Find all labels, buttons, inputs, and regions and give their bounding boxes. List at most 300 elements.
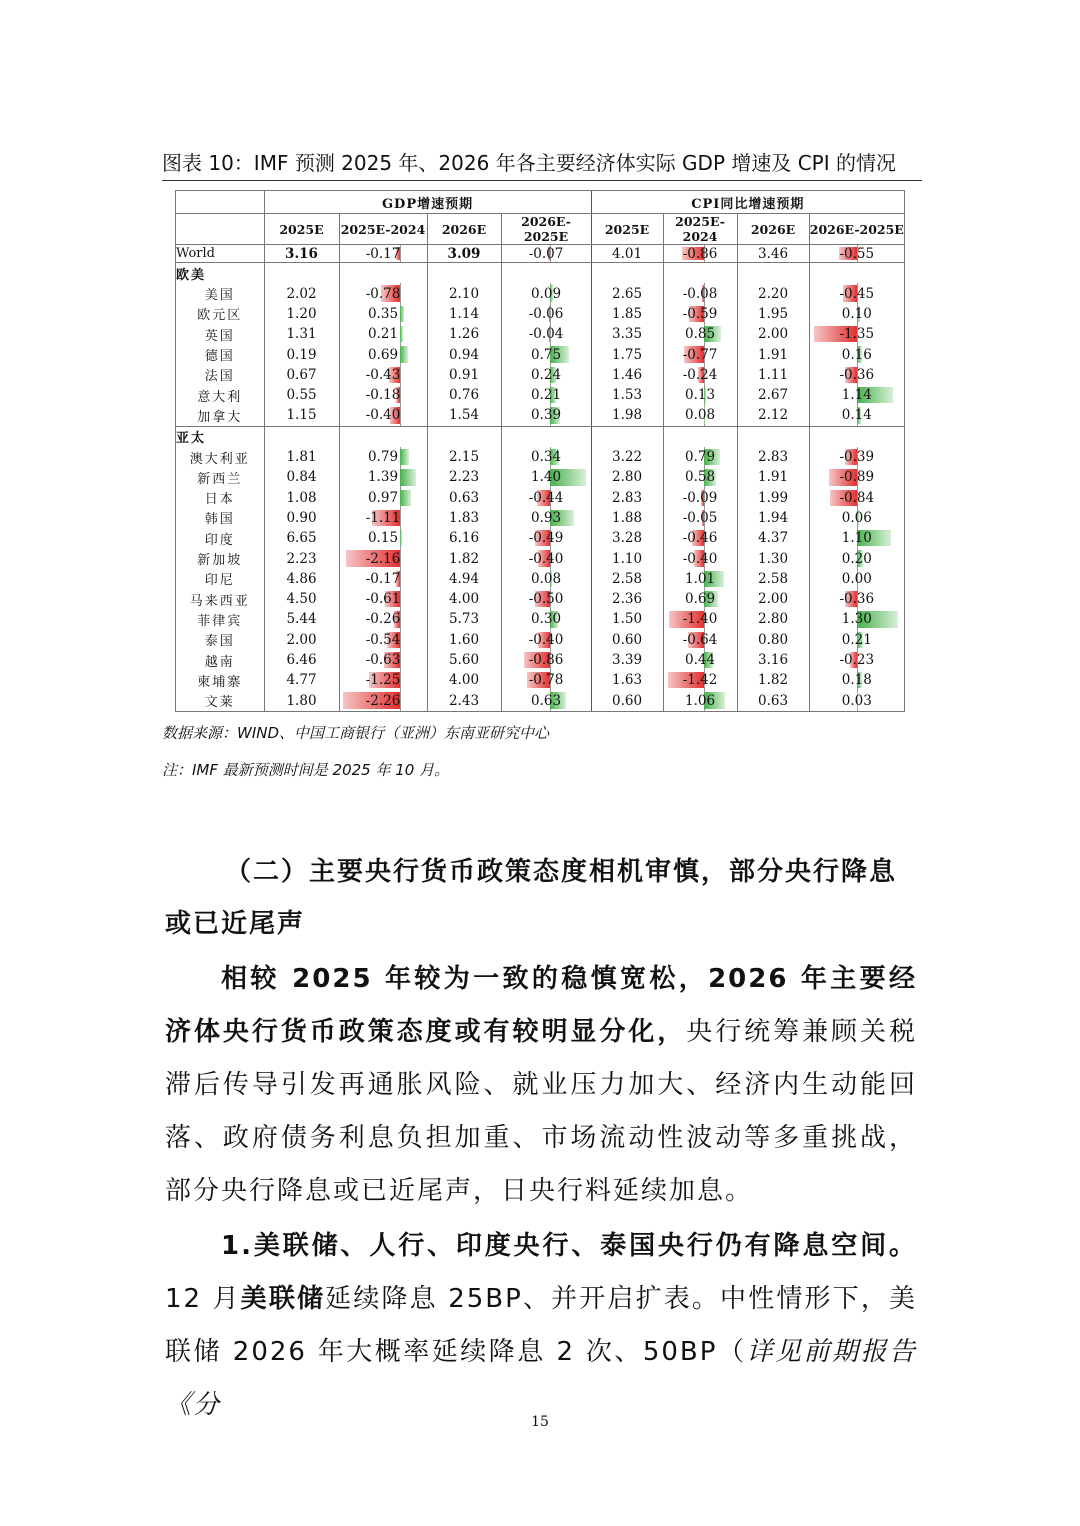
value-cell: 1.53 — [591, 385, 663, 405]
delta-cell — [501, 283, 591, 303]
delta-cell — [809, 385, 904, 405]
value-cell: 2.20 — [737, 283, 809, 303]
value-cell: 0.63 — [737, 690, 809, 711]
delta-cell — [663, 488, 737, 508]
cell-value: 1.39 — [367, 469, 399, 486]
gdp-group-header: GDP增速预期 — [264, 191, 591, 214]
cell-value: -0.07 — [528, 245, 564, 262]
cell-value: -0.06 — [528, 305, 564, 322]
cell-value: -0.24 — [682, 366, 718, 383]
value-cell: 1.88 — [591, 508, 663, 528]
delta-cell — [809, 569, 904, 589]
paragraph-2-heading: 1.美联储、人行、印度央行、泰国央行仍有降息空间。 — [221, 1231, 917, 1261]
row-label: 柬埔寨 — [197, 674, 243, 690]
value-cell: 2.83 — [737, 447, 809, 467]
value-cell: 1.08 — [264, 488, 339, 508]
table-row — [176, 548, 904, 568]
cell-value: 0.63 — [530, 692, 562, 709]
cell-value: 0.06 — [841, 509, 872, 526]
row-label: 德国 — [204, 349, 235, 365]
delta-cell — [501, 548, 591, 568]
value-cell: 0.84 — [264, 467, 339, 487]
cell-value: -0.40 — [528, 550, 564, 567]
value-cell: 1.98 — [591, 405, 663, 426]
value-cell: 1.91 — [737, 344, 809, 364]
value-cell: 1.54 — [427, 405, 501, 426]
value-cell: 0.60 — [591, 630, 663, 650]
delta-cell — [501, 245, 591, 263]
cell-value: -0.17 — [365, 245, 401, 262]
delta-cell — [663, 344, 737, 364]
cell-value: -0.44 — [528, 489, 564, 506]
row-label: 欧美 — [176, 267, 207, 283]
value-cell: 2.65 — [591, 283, 663, 303]
delta-cell — [809, 447, 904, 467]
value-cell: 2.12 — [737, 405, 809, 426]
value-cell: 1.10 — [591, 548, 663, 568]
row-label: World — [176, 245, 264, 263]
paragraph-2-fed: 美联储 — [240, 1284, 326, 1314]
value-cell: 1.94 — [737, 508, 809, 528]
forecast-table — [176, 191, 904, 711]
cell-value: -1.40 — [682, 611, 718, 628]
cell-value: -0.09 — [682, 489, 718, 506]
table-row — [176, 245, 904, 263]
value-cell: 1.75 — [591, 344, 663, 364]
bar-axis — [400, 245, 401, 262]
delta-cell — [339, 283, 427, 303]
cell-value: -0.40 — [528, 631, 564, 648]
value-cell: 0.55 — [264, 385, 339, 405]
value-cell: 3.39 — [591, 650, 663, 670]
empty-cell — [501, 263, 591, 284]
value-cell: 0.19 — [264, 344, 339, 364]
cell-value: -0.46 — [682, 530, 718, 547]
delta-cell — [339, 650, 427, 670]
column-header: 2026E — [427, 214, 501, 245]
table-row — [176, 488, 904, 508]
delta-cell — [339, 245, 427, 263]
delta-cell — [663, 690, 737, 711]
cell-value: -0.89 — [839, 469, 875, 486]
value-cell: 4.37 — [737, 528, 809, 548]
value-cell: 0.60 — [591, 690, 663, 711]
value-cell: 1.46 — [591, 365, 663, 385]
corner-cell — [176, 191, 264, 214]
delta-cell — [809, 670, 904, 690]
cell-value: 1.10 — [841, 530, 872, 547]
delta-cell — [501, 650, 591, 670]
column-header: 2025E — [264, 214, 339, 245]
table-row — [176, 589, 904, 609]
empty-cell — [501, 426, 591, 447]
value-cell: 2.58 — [737, 569, 809, 589]
value-cell: 2.23 — [427, 467, 501, 487]
delta-cell — [809, 528, 904, 548]
cell-value: -0.40 — [682, 550, 718, 567]
value-cell: 2.23 — [264, 548, 339, 568]
value-cell: 2.43 — [427, 690, 501, 711]
delta-cell — [501, 447, 591, 467]
table-row — [176, 650, 904, 670]
value-cell: 5.73 — [427, 609, 501, 629]
empty-cell — [264, 426, 339, 447]
cell-value: -0.61 — [365, 591, 401, 608]
bar-axis — [400, 569, 401, 589]
bar-axis — [400, 589, 401, 609]
category-row — [176, 263, 904, 284]
delta-cell — [339, 589, 427, 609]
cell-value: 0.24 — [530, 366, 562, 383]
data-bar — [400, 469, 415, 485]
value-cell: 0.63 — [427, 488, 501, 508]
cell-value: 1.14 — [841, 387, 872, 404]
row-label: 亚太 — [176, 431, 207, 447]
delta-cell — [663, 365, 737, 385]
delta-cell — [809, 365, 904, 385]
cell-value: 1.30 — [841, 611, 872, 628]
value-cell: 2.83 — [591, 488, 663, 508]
cell-value: -1.11 — [365, 509, 401, 526]
cell-value: 0.69 — [367, 346, 399, 363]
table-row — [176, 690, 904, 711]
cell-value: -0.45 — [839, 285, 875, 302]
delta-cell — [339, 690, 427, 711]
delta-cell — [809, 245, 904, 263]
delta-cell — [339, 467, 427, 487]
column-header-row — [176, 214, 904, 245]
empty-cell — [663, 263, 737, 284]
cell-value: 1.06 — [685, 692, 716, 709]
section-heading-line1: （二）主要央行货币政策态度相机审慎，部分央行降息 — [225, 857, 898, 887]
cell-value: -0.64 — [682, 631, 718, 648]
row-label: 加拿大 — [176, 405, 264, 426]
cell-value: -1.42 — [682, 672, 718, 689]
row-label: 印度 — [204, 532, 235, 548]
value-cell: 2.00 — [264, 630, 339, 650]
delta-cell — [809, 630, 904, 650]
delta-cell — [501, 488, 591, 508]
cell-value: -0.78 — [365, 285, 401, 302]
delta-cell — [809, 508, 904, 528]
cell-value: -0.50 — [528, 591, 564, 608]
value-cell: 1.26 — [427, 324, 501, 344]
cell-value: 0.08 — [685, 407, 716, 424]
delta-cell — [663, 405, 737, 426]
cell-value: -0.05 — [682, 509, 718, 526]
table-row — [176, 304, 904, 324]
bar-axis — [400, 548, 401, 568]
cell-value: -0.36 — [839, 591, 875, 608]
delta-cell — [809, 344, 904, 364]
cell-value: -2.16 — [365, 550, 401, 567]
row-label-header — [176, 214, 264, 245]
value-cell: 0.91 — [427, 365, 501, 385]
value-cell: 1.80 — [264, 690, 339, 711]
cell-value: -0.86 — [682, 245, 718, 262]
cell-value: 0.16 — [841, 346, 872, 363]
table-row — [176, 324, 904, 344]
cell-value: -0.55 — [839, 245, 875, 262]
delta-cell — [809, 488, 904, 508]
bar-axis — [400, 365, 401, 385]
row-label: 英国 — [204, 328, 235, 344]
cell-value: -0.77 — [682, 346, 718, 363]
empty-cell — [339, 426, 427, 447]
empty-cell — [339, 263, 427, 284]
cell-value: -0.63 — [365, 652, 401, 669]
value-cell: 2.58 — [591, 569, 663, 589]
cell-value: -0.86 — [528, 652, 564, 669]
delta-cell — [809, 690, 904, 711]
empty-cell — [591, 263, 663, 284]
delta-cell — [663, 385, 737, 405]
delta-cell — [339, 670, 427, 690]
table-row — [176, 447, 904, 467]
cell-value: 0.13 — [685, 387, 716, 404]
cell-value: -0.40 — [365, 407, 401, 424]
cell-value: 0.08 — [530, 570, 562, 587]
bar-axis — [400, 283, 401, 303]
row-label: 意大利 — [197, 389, 243, 405]
cell-value: -0.17 — [365, 570, 401, 587]
delta-cell — [501, 324, 591, 344]
section-heading-line2: 或已近尾声 — [165, 909, 306, 939]
delta-cell — [339, 508, 427, 528]
cell-value: 0.79 — [367, 449, 399, 466]
footnote: 注：IMF 最新预测时间是 2025 年 10 月。 — [162, 761, 450, 779]
row-label: 印尼 — [204, 573, 235, 589]
value-cell: 1.63 — [591, 670, 663, 690]
value-cell: 1.81 — [264, 447, 339, 467]
value-cell: 5.60 — [427, 650, 501, 670]
cell-value: -2.26 — [365, 692, 401, 709]
value-cell: 3.46 — [737, 245, 809, 263]
value-cell: 2.02 — [264, 283, 339, 303]
delta-cell — [501, 344, 591, 364]
delta-cell — [339, 365, 427, 385]
page-number: 15 — [531, 1414, 549, 1430]
cell-value: 0.09 — [530, 285, 562, 302]
delta-cell — [663, 569, 737, 589]
bar-axis — [400, 630, 401, 650]
row-label: 欧元区 — [197, 308, 243, 324]
cell-value: 0.18 — [841, 672, 872, 689]
table-row — [176, 467, 904, 487]
cell-value: -0.23 — [839, 652, 875, 669]
value-cell: 1.83 — [427, 508, 501, 528]
cell-value: 0.44 — [685, 652, 716, 669]
cell-value: 0.35 — [367, 305, 399, 322]
value-cell: 2.36 — [591, 589, 663, 609]
cpi-group-header: CPI同比增速预期 — [591, 191, 904, 214]
row-label: 韩国 — [204, 512, 235, 528]
value-cell: 1.91 — [737, 467, 809, 487]
delta-cell — [339, 344, 427, 364]
delta-cell — [339, 630, 427, 650]
table-row — [176, 405, 904, 426]
delta-cell — [501, 467, 591, 487]
cell-value: 0.21 — [530, 387, 562, 404]
value-cell: 3.35 — [591, 324, 663, 344]
cell-value: 1.01 — [685, 570, 716, 587]
delta-cell — [501, 569, 591, 589]
value-cell: 3.09 — [427, 245, 501, 263]
value-cell: 4.86 — [264, 569, 339, 589]
paragraph-2 — [165, 1220, 917, 1432]
delta-cell — [809, 548, 904, 568]
row-label: 美国 — [204, 288, 235, 304]
delta-cell — [663, 508, 737, 528]
table-row — [176, 344, 904, 364]
delta-cell — [501, 528, 591, 548]
delta-cell — [663, 548, 737, 568]
delta-cell — [339, 548, 427, 568]
delta-cell — [809, 609, 904, 629]
bar-axis — [400, 405, 401, 425]
column-header: 2026E — [737, 214, 809, 245]
value-cell: 1.60 — [427, 630, 501, 650]
value-cell: 4.94 — [427, 569, 501, 589]
value-cell: 2.00 — [737, 324, 809, 344]
delta-cell — [663, 589, 737, 609]
delta-cell — [501, 690, 591, 711]
value-cell: 6.65 — [264, 528, 339, 548]
cell-value: -0.04 — [528, 326, 564, 343]
delta-cell — [501, 670, 591, 690]
empty-cell — [737, 263, 809, 284]
row-label: 新加坡 — [197, 553, 243, 569]
delta-cell — [501, 609, 591, 629]
table-row — [176, 283, 904, 303]
table-row — [176, 528, 904, 548]
value-cell: 1.95 — [737, 304, 809, 324]
data-bar — [400, 306, 404, 322]
delta-cell — [809, 650, 904, 670]
cell-value: -0.08 — [682, 285, 718, 302]
delta-cell — [339, 609, 427, 629]
delta-cell — [663, 609, 737, 629]
value-cell: 2.10 — [427, 283, 501, 303]
delta-cell — [663, 650, 737, 670]
table-row — [176, 609, 904, 629]
delta-cell — [501, 508, 591, 528]
delta-cell — [663, 670, 737, 690]
delta-cell — [339, 447, 427, 467]
delta-cell — [663, 245, 737, 263]
delta-cell — [501, 365, 591, 385]
data-bar — [400, 530, 402, 546]
delta-cell — [339, 405, 427, 426]
forecast-table-container — [175, 190, 905, 712]
delta-cell — [339, 569, 427, 589]
delta-cell — [663, 467, 737, 487]
value-cell: 1.14 — [427, 304, 501, 324]
cell-value: 0.00 — [841, 570, 872, 587]
value-cell: 3.28 — [591, 528, 663, 548]
value-cell: 0.67 — [264, 365, 339, 385]
delta-cell — [663, 630, 737, 650]
cell-value: -0.39 — [839, 449, 875, 466]
empty-cell — [427, 263, 501, 284]
cell-value: 0.21 — [841, 631, 872, 648]
delta-cell — [339, 385, 427, 405]
row-label: 菲律宾 — [197, 613, 243, 629]
value-cell: 6.46 — [264, 650, 339, 670]
paragraph-1-bold: 相较 2025 年较为一致的稳慎宽松，2026 年主要经济体央行货币政策态度或有较明显分化， — [165, 964, 917, 1047]
value-cell: 4.00 — [427, 589, 501, 609]
empty-cell — [809, 426, 904, 447]
row-label: 泰国 — [204, 634, 235, 650]
row-label: 日本 — [204, 492, 235, 508]
cell-value: 0.14 — [841, 407, 872, 424]
value-cell: 0.94 — [427, 344, 501, 364]
delta-cell — [809, 467, 904, 487]
cell-value: -0.78 — [528, 672, 564, 689]
bar-axis — [400, 670, 401, 690]
cell-value: 0.10 — [841, 305, 872, 322]
delta-cell — [663, 528, 737, 548]
cell-value: 0.15 — [367, 530, 399, 547]
table-row — [176, 569, 904, 589]
column-header: 2025E — [591, 214, 663, 245]
cell-value: 1.40 — [530, 469, 562, 486]
cell-value: 0.30 — [530, 611, 562, 628]
value-cell: 1.20 — [264, 304, 339, 324]
delta-cell — [501, 630, 591, 650]
paragraph-2-text-c: 延续降息 25BP、并开启扩表。中性情形下，美联储 2026 年大概率延续降息 2 次、50BP（ — [165, 1284, 917, 1367]
value-cell: 2.67 — [737, 385, 809, 405]
figure-title: 图表 10：IMF 预测 2025 年、2026 年各主要经济体实际 GDP 增速及 CPI 的情况 — [162, 150, 922, 181]
paragraph-1-text: 央行统筹兼顾关税滞后传导引发再通胀风险、就业压力加大、经济内生动能回落、政府债务利息负担加重、市场流动性波动等多重挑战，部分央行降息或已近尾声，日央行料延续加息。 — [165, 1017, 917, 1206]
bar-axis — [400, 508, 401, 528]
source-note: 数据来源：WIND、中国工商银行（亚洲）东南亚研究中心 — [162, 724, 550, 742]
column-header: 2026E-2025E — [501, 214, 591, 245]
row-label: 法国 — [204, 369, 235, 385]
cell-value: -0.43 — [365, 366, 401, 383]
row-label: 新西兰 — [197, 471, 243, 487]
delta-cell — [501, 304, 591, 324]
delta-cell — [501, 589, 591, 609]
cell-value: -1.35 — [839, 326, 875, 343]
delta-cell — [339, 488, 427, 508]
value-cell: 1.11 — [737, 365, 809, 385]
value-cell: 4.50 — [264, 589, 339, 609]
row-label: 越南 — [204, 654, 235, 670]
value-cell: 5.44 — [264, 609, 339, 629]
value-cell: 0.76 — [427, 385, 501, 405]
row-label: 马来西亚 — [189, 593, 250, 609]
value-cell: 1.31 — [264, 324, 339, 344]
data-bar — [400, 346, 408, 362]
value-cell: 1.99 — [737, 488, 809, 508]
empty-cell — [264, 263, 339, 284]
empty-cell — [809, 263, 904, 284]
cell-value: 0.39 — [530, 407, 562, 424]
cell-value: 0.97 — [367, 489, 399, 506]
empty-cell — [427, 426, 501, 447]
value-cell: 3.16 — [737, 650, 809, 670]
cell-value: -1.25 — [365, 672, 401, 689]
data-bar — [400, 490, 411, 506]
delta-cell — [809, 324, 904, 344]
cell-value: 0.69 — [685, 591, 716, 608]
bar-axis — [400, 650, 401, 670]
cell-value: -0.26 — [365, 611, 401, 628]
cell-value: -0.54 — [365, 631, 401, 648]
value-cell: 3.22 — [591, 447, 663, 467]
value-cell: 4.01 — [591, 245, 663, 263]
